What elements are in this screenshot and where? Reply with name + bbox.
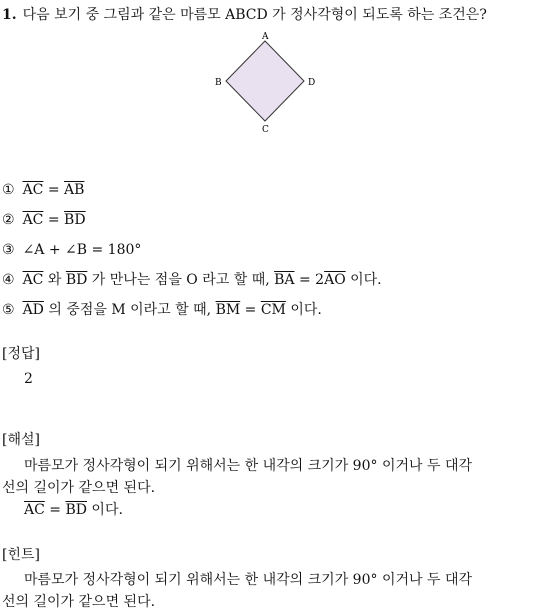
text-fragment: = xyxy=(44,502,66,518)
text-fragment: 이다. xyxy=(345,272,382,288)
vertex-label-b: B xyxy=(215,78,222,88)
segment-notation: $\overline{AC}$ xyxy=(22,212,44,228)
text-fragment: 가 만나는 점을 O 라고 할 때, xyxy=(87,272,275,288)
segment-notation: $\overline{BD}$ xyxy=(65,502,87,518)
hint-body xyxy=(2,569,535,613)
answer-value: 2 xyxy=(24,371,33,387)
answer-body xyxy=(2,368,535,390)
text-fragment: = xyxy=(240,302,261,318)
choice-number: ② xyxy=(2,212,15,228)
vertex-label-a: A xyxy=(262,32,269,42)
choice-content xyxy=(23,212,86,228)
rhombus-figure xyxy=(212,30,322,138)
question-number: 1. xyxy=(2,7,17,23)
text-fragment: 의 중점을 M 이라고 할 때, xyxy=(43,302,216,318)
segment-notation: $\overline{BD}$ xyxy=(64,212,86,228)
choice-5 xyxy=(2,299,322,321)
choice-1 xyxy=(2,179,84,201)
choice-number: ① xyxy=(2,182,15,198)
question xyxy=(2,5,533,25)
segment-notation: $\overline{AO}$ xyxy=(324,272,346,288)
text-fragment: 이다. xyxy=(86,502,123,518)
segment-notation: $\overline{CM}$ xyxy=(260,302,286,318)
segment-notation: $\overline{BD}$ xyxy=(65,272,88,288)
segment-notation: $\overline{BM}$ xyxy=(215,302,241,318)
text-fragment: 와 xyxy=(43,272,66,288)
choice-content xyxy=(23,302,322,318)
explanation-line-1: 마름모가 정사각형이 되기 위해서는 한 내각의 크기가 90° 이거나 두 대각 xyxy=(24,458,472,474)
text-fragment: = xyxy=(43,212,65,228)
vertex-label-d: D xyxy=(308,78,316,88)
answer-label: [정답] xyxy=(2,346,40,362)
segment-notation: $\overline{AB}$ xyxy=(64,182,85,198)
vertex-label-c: C xyxy=(262,125,269,135)
explanation-line-2: 선의 길이가 같으면 된다. xyxy=(2,480,156,496)
hint-label: [힌트] xyxy=(2,547,40,563)
text-fragment: = 2 xyxy=(294,272,325,288)
choice-number: ③ xyxy=(2,242,15,258)
rhombus-shape xyxy=(226,41,304,121)
choice-3 xyxy=(2,239,141,261)
segment-notation: $\overline{AC}$ xyxy=(22,182,44,198)
segment-notation: $\overline{AC}$ xyxy=(22,272,44,288)
explanation-equation xyxy=(2,499,535,521)
choice-number: ⑤ xyxy=(2,302,15,318)
text-fragment: 이다. xyxy=(285,302,322,318)
choice-4 xyxy=(2,269,382,291)
hint-line-1: 마름모가 정사각형이 되기 위해서는 한 내각의 크기가 90° 이거나 두 대각 xyxy=(24,572,472,588)
choice-2 xyxy=(2,209,86,231)
segment-notation: $\overline{BA}$ xyxy=(274,272,295,288)
explanation-body xyxy=(2,455,535,521)
choice-content xyxy=(23,182,85,198)
explanation-label: [해설] xyxy=(2,432,40,448)
choice-number: ④ xyxy=(2,272,15,288)
segment-notation: $\overline{AC}$ xyxy=(24,502,45,518)
choice-content xyxy=(23,242,142,258)
text-fragment: = xyxy=(43,182,65,198)
segment-notation: $\overline{AD}$ xyxy=(22,302,44,318)
question-text: 다음 보기 중 그림과 같은 마름모 ABCD 가 정사각형이 되도록 하는 조건은? xyxy=(22,7,487,23)
text-fragment: ∠A + ∠B = 180° xyxy=(22,242,142,258)
hint-line-2: 선의 길이가 같으면 된다. xyxy=(2,594,156,610)
choice-content xyxy=(23,272,382,288)
